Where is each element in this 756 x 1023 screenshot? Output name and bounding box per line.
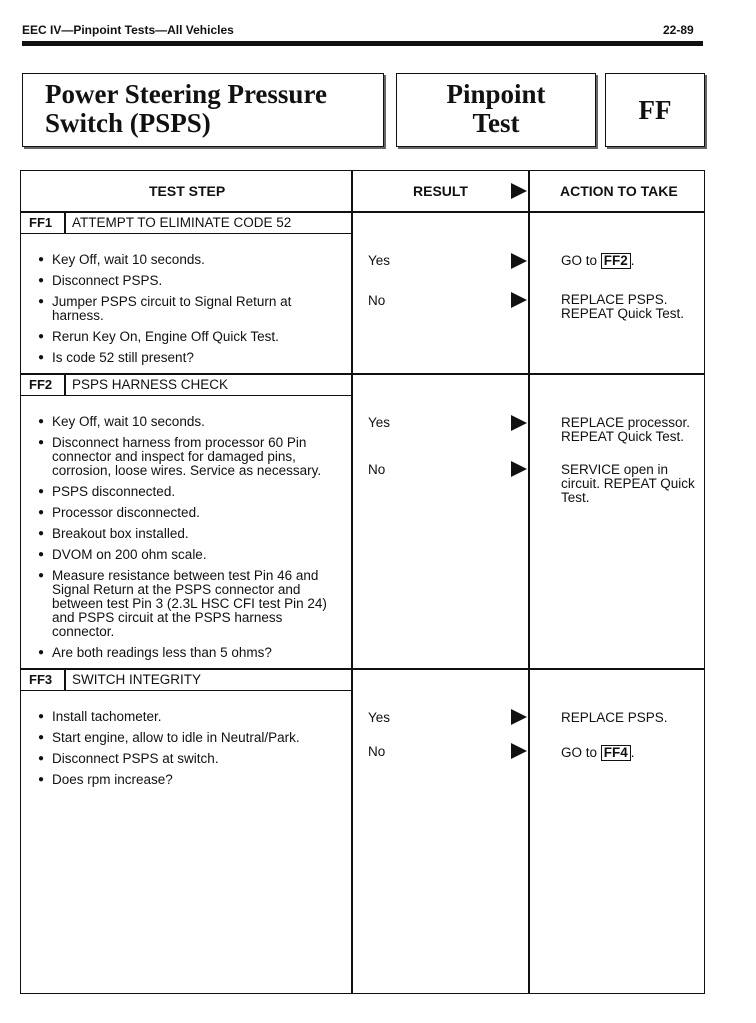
bullet-item: ● Disconnect PSPS. bbox=[38, 274, 338, 288]
step-header-ff2 bbox=[20, 374, 352, 396]
arrow-icon bbox=[511, 709, 527, 725]
step-id-divider bbox=[64, 212, 66, 233]
arrow-icon bbox=[511, 292, 527, 308]
step-ff2-bullets bbox=[38, 415, 328, 667]
bullet-item: ● Rerun Key On, Engine Off Quick Test. bbox=[38, 330, 338, 344]
pinpoint-test-box bbox=[396, 73, 596, 147]
step-id: FF3 bbox=[29, 672, 53, 687]
step-id: FF2 bbox=[29, 377, 53, 392]
column-divider-2 bbox=[528, 170, 530, 994]
step-ff3-bullets bbox=[38, 710, 338, 794]
bullet-item: ● Processor disconnected. bbox=[38, 506, 328, 520]
arrow-icon bbox=[511, 461, 527, 477]
bullet-item: ● Measure resistance between test Pin 46 and Signal Return at the PSPS connector and between test Pin 3 (2.3L HSC CFI test Pin 24) and PSPS circuit at the PSPS harness connector. bbox=[38, 569, 328, 639]
step-id: FF1 bbox=[29, 215, 53, 230]
bullet-item: ● Install tachometer. bbox=[38, 710, 338, 724]
bullet-item: ● Is code 52 still present? bbox=[38, 351, 338, 365]
bullet-item: ● Are both readings less than 5 ohms? bbox=[38, 646, 328, 660]
page-number: 22-89 bbox=[663, 23, 694, 37]
result-no: No bbox=[368, 293, 386, 308]
title-line-2: Switch (PSPS) bbox=[45, 108, 211, 138]
arrow-icon bbox=[511, 253, 527, 269]
pinpoint-line-2: Test bbox=[472, 108, 520, 138]
column-divider-1 bbox=[351, 170, 353, 994]
step-reference-ff4: FF4 bbox=[601, 745, 631, 761]
result-yes: Yes bbox=[368, 415, 391, 430]
bullet-item: ● Key Off, wait 10 seconds. bbox=[38, 253, 338, 267]
result-no: No bbox=[368, 744, 386, 759]
action-text: REPLACE processor. REPEAT Quick Test. bbox=[561, 415, 691, 444]
step-id-divider bbox=[64, 669, 66, 690]
step-id-divider bbox=[64, 374, 66, 395]
step-title: PSPS HARNESS CHECK bbox=[72, 377, 229, 392]
action-text: GO to bbox=[561, 745, 601, 760]
arrow-icon bbox=[511, 743, 527, 759]
action-text: REPLACE PSPS. bbox=[561, 710, 668, 725]
step-header-ff1 bbox=[20, 212, 352, 234]
action-text: SERVICE open in circuit. REPEAT Quick Test. bbox=[561, 462, 695, 505]
title-line-1: Power Steering Pressure bbox=[45, 79, 327, 109]
bullet-item: ● Disconnect harness from processor 60 Pin connector and inspect for damaged pins, corrosion, loose wires. Service as necessary. bbox=[38, 436, 328, 478]
step-title: SWITCH INTEGRITY bbox=[72, 672, 201, 687]
action-text: REPLACE PSPS. REPEAT Quick Test. bbox=[561, 292, 685, 321]
pinpoint-line-1: Pinpoint bbox=[446, 79, 546, 109]
action-text: . bbox=[630, 745, 635, 760]
action-goto bbox=[561, 253, 711, 269]
bullet-item: ● DVOM on 200 ohm scale. bbox=[38, 548, 328, 562]
bullet-item: ● Breakout box installed. bbox=[38, 527, 328, 541]
result-yes: Yes bbox=[368, 710, 391, 725]
result-no: No bbox=[368, 462, 386, 477]
action-goto bbox=[561, 745, 711, 761]
header-rule bbox=[22, 41, 703, 46]
page-header-title: EEC IV—Pinpoint Tests—All Vehicles bbox=[22, 23, 234, 37]
action-text: . bbox=[630, 253, 635, 268]
column-header-test-step: TEST STEP bbox=[149, 183, 226, 199]
arrow-icon bbox=[511, 183, 527, 199]
bullet-item: ● Key Off, wait 10 seconds. bbox=[38, 415, 328, 429]
arrow-icon bbox=[511, 415, 527, 431]
column-header-result: RESULT bbox=[413, 183, 468, 199]
step-header-ff3 bbox=[20, 669, 352, 691]
column-header-action: ACTION TO TAKE bbox=[560, 183, 678, 199]
step-ff1-bullets bbox=[38, 253, 338, 372]
bullet-item: ● Does rpm increase? bbox=[38, 773, 338, 787]
test-code-box bbox=[605, 73, 705, 147]
bullet-item: ● Jumper PSPS circuit to Signal Return at harness. bbox=[38, 295, 314, 323]
result-yes: Yes bbox=[368, 253, 391, 268]
bullet-item: ● Start engine, allow to idle in Neutral/Park. bbox=[38, 731, 338, 745]
bullet-item: ● PSPS disconnected. bbox=[38, 485, 328, 499]
step-title: ATTEMPT TO ELIMINATE CODE 52 bbox=[72, 215, 292, 230]
bullet-item: ● Disconnect PSPS at switch. bbox=[38, 752, 338, 766]
title-box bbox=[22, 73, 384, 147]
action-text: GO to bbox=[561, 253, 601, 268]
test-code: FF bbox=[638, 94, 672, 125]
step-reference-ff2: FF2 bbox=[601, 253, 631, 269]
